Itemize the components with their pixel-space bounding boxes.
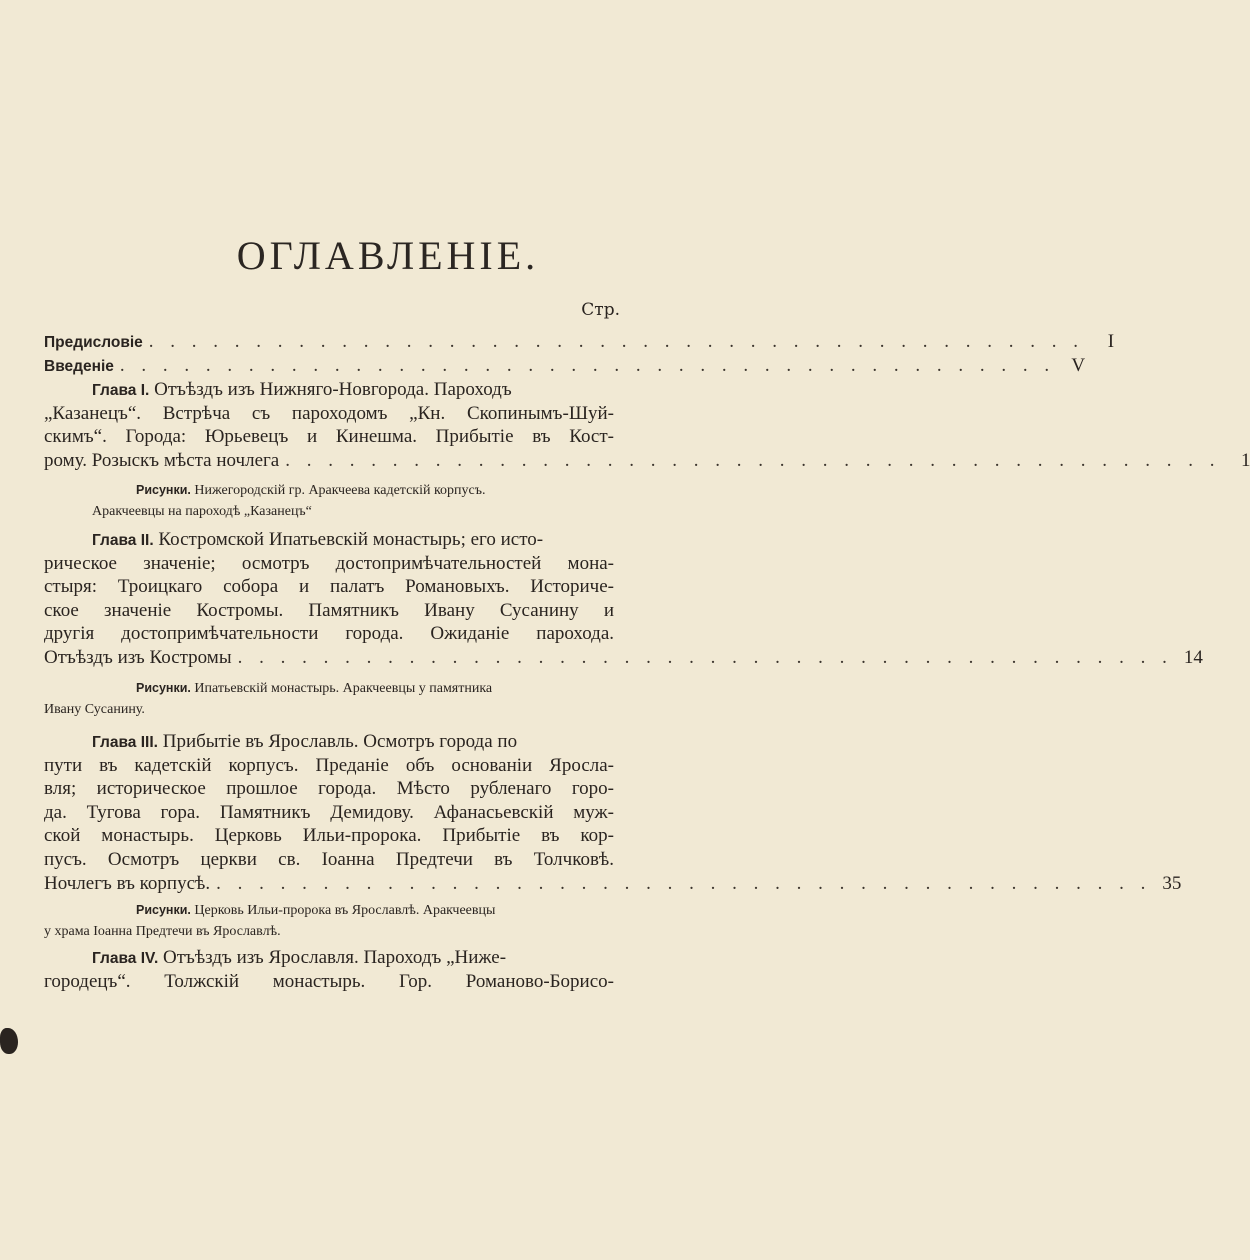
page-number: I xyxy=(1107,331,1115,352)
figures-label: Рисунки. xyxy=(136,681,191,695)
leader-dots: . . . . . . . . . . . . . . . . . . . . . . . . . . . . . . . . . . . . . . . . . . . . xyxy=(119,354,1056,376)
page-number: V xyxy=(1071,354,1086,376)
chapter-text: „Казанецъ“. Встрѣча съ пароходомъ „Кн. Скопинымъ-Шуй- xyxy=(44,402,614,424)
chapter-line xyxy=(44,872,1182,896)
entry-label: Введеніе xyxy=(44,357,114,375)
chapter-line xyxy=(44,599,614,623)
chapter-line xyxy=(44,777,614,801)
chapter-text: Отъѣздъ изъ Костромы xyxy=(44,646,232,668)
chapter-line xyxy=(44,402,614,426)
chapter-line xyxy=(44,378,614,402)
toc-chapter-1[interactable] xyxy=(44,378,1250,472)
chapter-text: рическое значеніе; осмотръ достопримѣчательностей мона- xyxy=(44,552,614,574)
chapter-text: пути въ кадетскій корпусъ. Преданіе объ основаніи Яросла- xyxy=(44,754,614,776)
chapter-line xyxy=(44,528,614,552)
chapter-line xyxy=(44,848,614,872)
toc-chapter-2[interactable] xyxy=(44,528,1203,670)
chapter-line xyxy=(44,801,614,825)
chapter-line xyxy=(44,970,614,994)
leader-dots: . . . . . . . . . . . . . . . . . . . . . . . . . . . . . . . . . . . . . . . . . . . . xyxy=(148,331,1085,352)
chapter-label: Глава III. xyxy=(92,734,158,751)
chapter-text: Ночлегъ въ корпусѣ. xyxy=(44,872,211,894)
figure-caption: Аракчеевцы на пароходѣ „Казанецъ“ xyxy=(92,504,312,519)
chapter-text: вля; историческое прошлое города. Мѣсто рубленаго горо- xyxy=(44,778,614,800)
chapter-line xyxy=(44,552,614,576)
chapter-line xyxy=(44,425,614,449)
leader-dots: . . . . . . . . . . . . . . . . . . . . . . . . . . . . . . . . . . . . . . . . . . . . xyxy=(285,449,1221,471)
leader-dots: . . . . . . . . . . . . . . . . . . . . . . . . . . . . . . . . . . . . . . . . . . . . xyxy=(237,646,1173,668)
chapter-label: Глава I. xyxy=(92,382,150,399)
chapter-line xyxy=(44,575,614,599)
chapter-2-figures xyxy=(44,678,584,720)
page-number: 1 xyxy=(1240,449,1250,471)
entry-label: Предисловіе xyxy=(44,334,143,351)
chapter-text: рому. Розыскъ мѣста ночлега xyxy=(44,449,280,471)
ink-smudge xyxy=(0,1028,18,1054)
chapter-text: Прибытіе въ Ярославль. Осмотръ города по xyxy=(162,731,518,752)
page-number: 35 xyxy=(1162,872,1182,894)
toc-chapter-4[interactable] xyxy=(44,946,614,993)
figure-caption: у храма Іоанна Предтечи въ Ярославлѣ. xyxy=(44,924,281,939)
chapter-text: стыря: Троицкаго собора и палатъ Романовыхъ. Историче- xyxy=(44,576,614,598)
chapter-text: городецъ“. Толжскій монастырь. Гор. Романово-Борисо- xyxy=(44,970,614,992)
chapter-line xyxy=(44,946,614,970)
chapter-label: Глава II. xyxy=(92,532,154,549)
chapter-label: Глава IV. xyxy=(92,950,159,967)
chapter-line xyxy=(44,646,1203,670)
page-title: ОГЛАВЛЕНІЕ. xyxy=(236,233,540,278)
chapter-text: Отъѣздъ изъ Ярославля. Пароходъ „Ниже- xyxy=(163,947,507,968)
chapter-line xyxy=(44,754,614,778)
chapter-line xyxy=(44,622,614,646)
chapter-3-figures xyxy=(44,900,584,942)
front-matter xyxy=(44,330,1115,377)
chapter-text: другія достопримѣчательности города. Ожиданіе парохода. xyxy=(44,623,614,645)
toc-entry-preface[interactable] xyxy=(44,330,1115,354)
chapter-line xyxy=(44,449,1250,473)
figure-caption: Нижегородскій гр. Аракчеева кадетскій корпусъ. xyxy=(194,483,486,498)
chapter-text: Отъѣздъ изъ Нижняго-Новгорода. Пароходъ xyxy=(154,379,512,400)
toc-chapter-3[interactable] xyxy=(44,730,1182,895)
chapter-text: ское значеніе Костромы. Памятникъ Ивану Сусанину и xyxy=(44,599,614,621)
toc-entry-introduction[interactable] xyxy=(44,354,1086,378)
chapter-line xyxy=(44,824,614,848)
chapter-text: Костромской Ипатьевскій монастырь; его исто- xyxy=(158,529,544,550)
page-number: 14 xyxy=(1183,646,1203,668)
figure-caption: Ипатьевскій монастырь. Аракчеевцы у памятника xyxy=(194,681,493,696)
figure-caption: Церковь Ильи-пророка въ Ярославлѣ. Аракчеевцы xyxy=(194,903,496,918)
page-column-label: Стр. xyxy=(581,300,620,320)
chapter-text: пусъ. Осмотръ церкви св. Іоанна Предтечи въ Толчковѣ. xyxy=(44,848,614,870)
chapter-text: ской монастырь. Церковь Ильи-пророка. Прибытіе въ кор- xyxy=(44,825,614,847)
chapter-text: да. Тугова гора. Памятникъ Демидову. Афанасьевскій муж- xyxy=(44,801,614,823)
leader-dots: . . . . . . . . . . . . . . . . . . . . . . . . . . . . . . . . . . . . . . . . . . . . xyxy=(216,872,1152,894)
figure-caption: Ивану Сусанину. xyxy=(44,702,145,717)
figures-label: Рисунки. xyxy=(136,483,191,497)
chapter-1-figures xyxy=(44,480,584,522)
figures-label: Рисунки. xyxy=(136,903,191,917)
chapter-line xyxy=(44,730,614,754)
chapter-text: скимъ“. Города: Юрьевецъ и Кинешма. Прибытіе въ Кост- xyxy=(44,426,614,448)
